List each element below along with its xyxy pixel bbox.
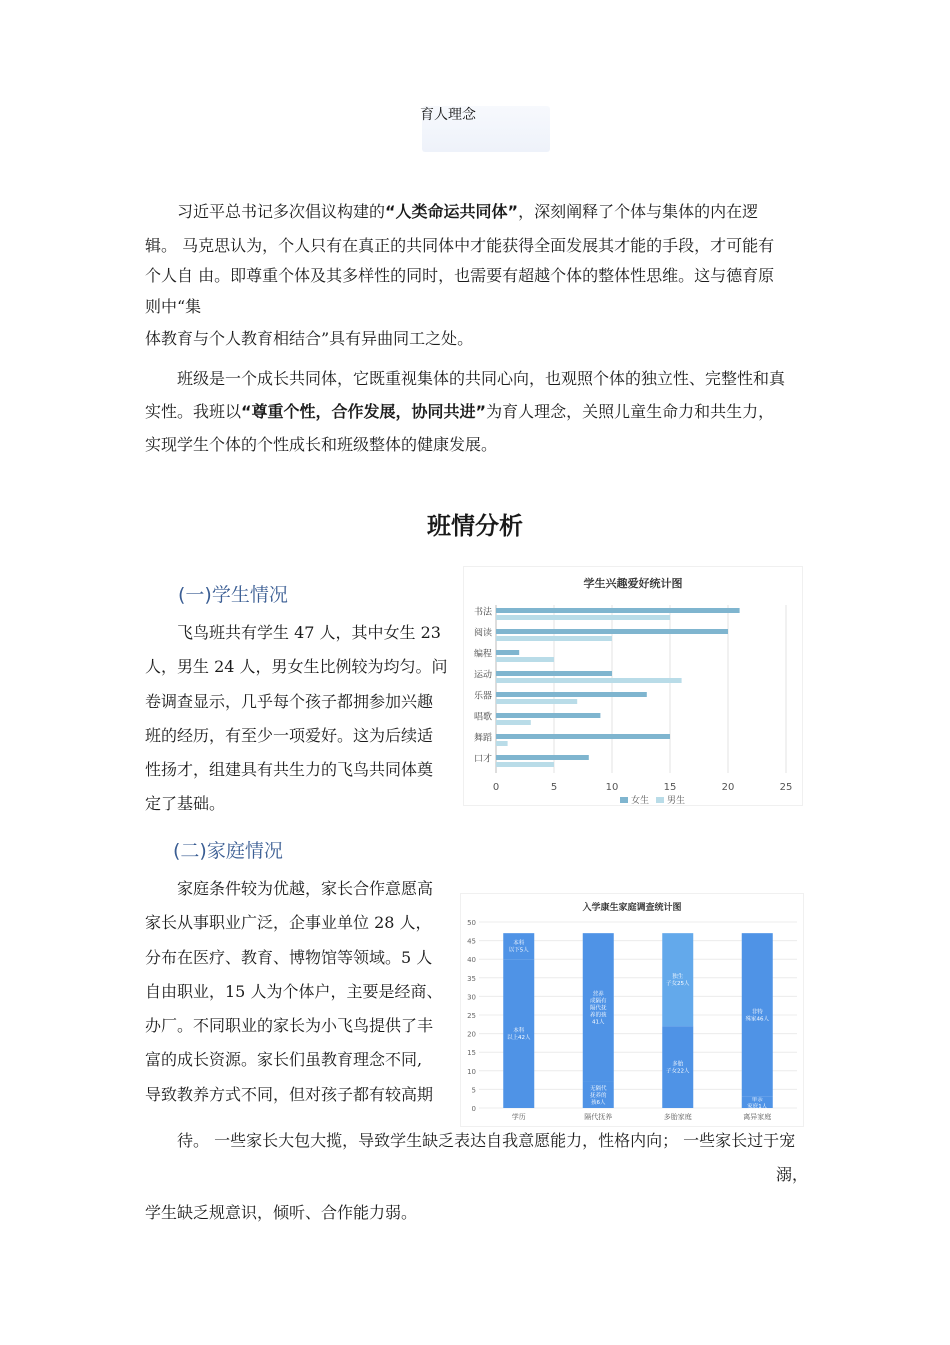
segment-label: 家庭1人 <box>747 1103 768 1110</box>
category-label: 口才 <box>473 754 492 765</box>
family-line: 分布在医疗、教育、博物馆等领域。5 人 <box>145 947 433 967</box>
students-line: 定了基础。 <box>145 794 226 814</box>
intro-emphasis: “尊重个性，合作发展，协同共进” <box>241 402 487 421</box>
family-tail-line-1: 待。 一些家长大包大揽，导致学生缺乏表达自我意愿能力，性格内向； 一些家长过于宠 <box>177 1131 796 1150</box>
segment-label: 非特 <box>751 1009 763 1016</box>
students-line: 性扬才，组建具有共生力的飞鸟共同体奠 <box>145 760 434 780</box>
segment-label: 子女25人 <box>666 981 690 988</box>
category-label: 学历 <box>511 1113 526 1121</box>
x-tick-label: 0 <box>492 782 500 793</box>
bar-女生 <box>496 629 728 634</box>
students-heading: (一)学生情况 <box>178 584 288 606</box>
students-line: 飞鸟班共有学生 47 人，其中女生 23 <box>177 623 441 642</box>
y-tick-label: 15 <box>467 1049 476 1058</box>
intro-line-4: 则中“集 <box>145 297 202 316</box>
students-line: 人，男生 24 人，男女生比例较为均匀。问 <box>145 657 448 677</box>
intro-text: 为育人理念，关照儿童生命力和共生力， <box>486 402 775 421</box>
category-label: 多胎家庭 <box>663 1113 692 1121</box>
bar-男生 <box>496 741 508 746</box>
chart-title: 学生兴趣爱好统计图 <box>583 577 683 590</box>
segment-label: 营养 <box>592 991 604 998</box>
bar-男生 <box>496 762 554 767</box>
section-title: 育人理念 <box>420 107 476 123</box>
interest-chart-svg <box>464 567 802 805</box>
legend-label: 女生 <box>631 796 650 805</box>
intro-text: 习近平总书记多次倡议构建的 <box>177 202 386 221</box>
x-tick-label: 25 <box>779 782 793 793</box>
intro-line-5: 体教育与个人教育相结合”具有异曲同工之处。 <box>145 329 474 348</box>
y-tick-label: 45 <box>467 937 476 946</box>
bar-男生 <box>496 720 531 725</box>
family-line: 自由职业，15 人为个体户，主要是经商、 <box>145 981 443 1001</box>
family-tail-line-3: 学生缺乏规意识，倾听、合作能力弱。 <box>145 1203 418 1222</box>
segment-label: 殊家46人 <box>745 1016 769 1023</box>
segment-label: 本科 <box>513 1028 525 1035</box>
students-line: 班的经历，有至少一项爱好。这为后续适 <box>145 725 434 745</box>
category-label: 乐器 <box>473 691 492 702</box>
x-tick-label: 20 <box>721 782 735 793</box>
bar-男生 <box>496 678 682 683</box>
legend-swatch <box>620 797 628 803</box>
intro-line-7 <box>145 395 774 429</box>
category-label: 隔代抚养 <box>584 1113 613 1121</box>
category-label: 编程 <box>473 649 492 660</box>
y-tick-label: 30 <box>467 993 476 1002</box>
intro-text: 实性。我班以 <box>145 402 242 421</box>
x-tick-label: 5 <box>550 782 558 793</box>
family-heading: (二)家庭情况 <box>173 840 283 862</box>
bar-女生 <box>496 650 519 655</box>
family-text <box>145 872 455 1112</box>
legend-label: 男生 <box>667 796 686 805</box>
segment-label: 41人 <box>592 1019 605 1026</box>
students-text <box>145 616 455 822</box>
segment-label: 孩6人 <box>591 1099 606 1106</box>
segment-label: 本科 <box>513 940 525 947</box>
y-tick-label: 35 <box>467 974 476 983</box>
interest-chart <box>463 566 803 806</box>
bar-男生 <box>496 615 670 620</box>
segment-label: 单亲 <box>751 1096 763 1103</box>
x-tick-label: 10 <box>605 782 619 793</box>
category-label: 书法 <box>473 607 492 618</box>
family-chart-svg <box>461 894 803 1126</box>
intro-line-6: 班级是一个成长共同体，它既重视集体的共同心向，也观照个体的独立性、完整性和真 <box>177 369 786 388</box>
bar-女生 <box>496 734 670 739</box>
bar-男生 <box>496 699 577 704</box>
y-tick-label: 20 <box>467 1030 476 1039</box>
intro-line-1 <box>177 195 758 229</box>
segment-label: 以下5人 <box>508 947 529 954</box>
students-line: 卷调查显示，几乎每个孩子都拥参加兴趣 <box>145 691 434 711</box>
category-label: 唱歌 <box>473 712 492 723</box>
intro-emphasis: “人类命运共同体” <box>385 202 519 221</box>
intro-text: ，深刻阐释了个体与集体的内在逻 <box>518 202 759 221</box>
family-line: 家庭条件较为优越，家长合作意愿高 <box>177 879 434 898</box>
family-tail-line-2: 溺， <box>776 1165 809 1184</box>
segment-label: 无隔代 <box>589 1085 607 1092</box>
category-label: 运动 <box>473 670 492 681</box>
segment-label: 成隔有 <box>589 998 607 1005</box>
family-line: 办厂。不同职业的家长为小飞鸟提供了丰 <box>145 1016 434 1036</box>
bar-女生 <box>496 692 647 697</box>
family-chart <box>460 893 804 1127</box>
bar-男生 <box>496 636 612 641</box>
section-heading: 班情分析 <box>427 512 523 540</box>
intro-line-8: 实现学生个体的个性成长和班级整体的健康发展。 <box>145 435 498 454</box>
y-tick-label: 40 <box>467 956 476 965</box>
family-line: 导致教养方式不同，但对孩子都有较高期 <box>145 1084 434 1104</box>
bar-女生 <box>496 608 740 613</box>
y-tick-label: 0 <box>471 1105 476 1113</box>
x-tick-label: 15 <box>663 782 677 793</box>
legend-swatch <box>656 797 664 803</box>
family-line: 家长从事职业广泛，企事业单位 28 人， <box>145 913 432 933</box>
intro-line-3: 个人自 由。即尊重个体及其多样性的同时，也需要有超越个体的整体性思维。这与德育原 <box>145 266 775 285</box>
segment-label: 多胎 <box>672 1061 684 1068</box>
category-label: 阅读 <box>473 628 492 639</box>
y-tick-label: 25 <box>467 1012 476 1020</box>
segment-label: 养的孩 <box>589 1012 607 1019</box>
category-label: 舞蹈 <box>473 733 492 744</box>
family-line: 富的成长资源。家长们虽教育理念不同, <box>145 1050 423 1070</box>
segment-label: 抚养的 <box>589 1092 607 1099</box>
intro-line-2: 辑。 马克思认为，个人只有在真正的共同体中才能获得全面发展其才能的手段，才可能有 <box>145 236 775 255</box>
category-label: 离异家庭 <box>743 1113 772 1121</box>
y-tick-label: 10 <box>467 1067 476 1076</box>
segment-label: 隔代抚 <box>589 1005 607 1012</box>
bar-女生 <box>496 755 589 760</box>
segment-label: 独生 <box>672 974 684 981</box>
bar-男生 <box>496 657 554 662</box>
y-tick-label: 5 <box>471 1086 476 1095</box>
segment-label: 子女22人 <box>666 1068 690 1075</box>
chart-title: 入学康生家庭调查统计图 <box>582 903 682 913</box>
bar-女生 <box>496 713 600 718</box>
y-tick-label: 50 <box>467 919 476 927</box>
segment-label: 以上42人 <box>507 1035 531 1042</box>
bar-女生 <box>496 671 612 676</box>
